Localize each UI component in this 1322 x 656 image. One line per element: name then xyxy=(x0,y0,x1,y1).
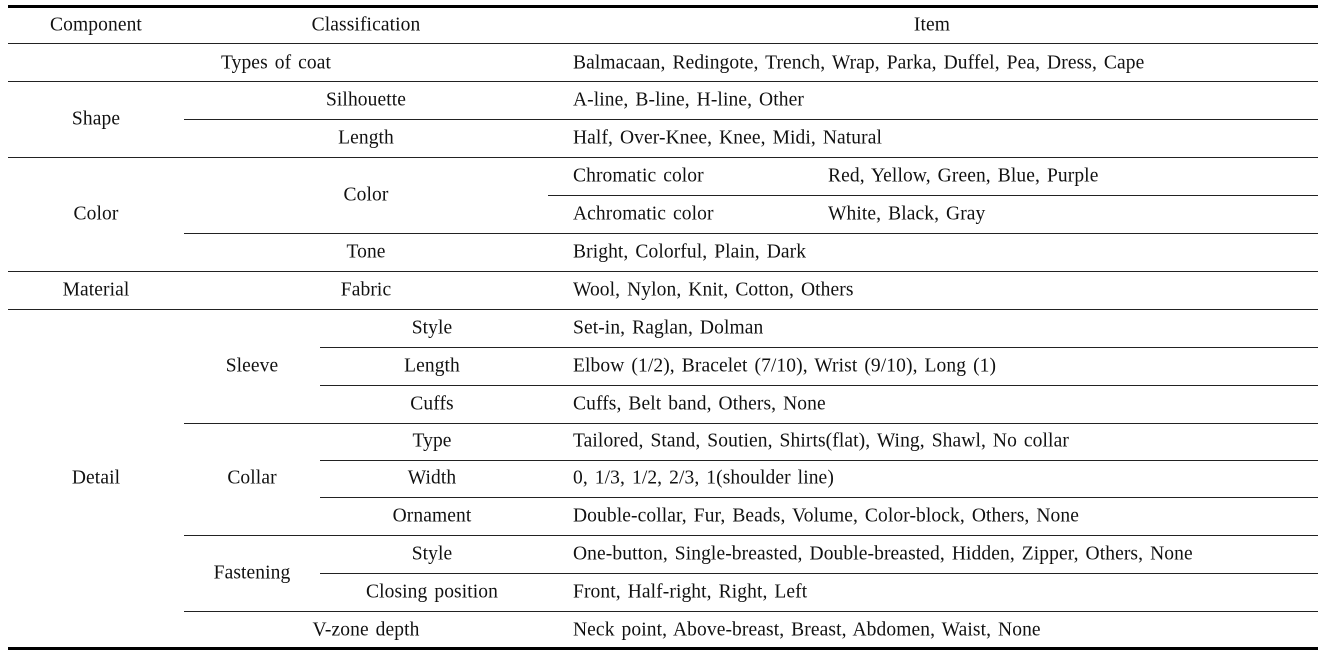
vzone-depth-items: Neck point, Above-breast, Breast, Abdomen, Waist, None xyxy=(573,619,1041,641)
sleeve-cuffs-items: Cuffs, Belt band, Others, None xyxy=(573,393,826,415)
rule-collar-2 xyxy=(320,497,1318,498)
fastening-style-label: Style xyxy=(411,543,453,565)
header-rule xyxy=(8,43,1318,44)
shape-component: Shape xyxy=(71,108,121,130)
rule-after-sleeve xyxy=(184,423,1318,424)
rule-collar-1 xyxy=(320,460,1318,461)
color-component: Color xyxy=(73,203,119,225)
fabric-items: Wool, Nylon, Knit, Cotton, Others xyxy=(573,279,854,301)
shape-length-label: Length xyxy=(338,127,394,149)
table-bottom-rule xyxy=(8,647,1318,650)
sleeve-length-label: Length xyxy=(404,355,460,377)
sleeve-length-items: Elbow (1/2), Bracelet (7/10), Wrist (9/10), Long (1) xyxy=(573,355,997,377)
rule-sleeve-1 xyxy=(320,347,1318,348)
chromatic-label: Chromatic color xyxy=(573,165,704,187)
types-of-coat-label: Types of coat xyxy=(220,52,332,74)
header-component: Component xyxy=(50,14,142,36)
rule-after-shape xyxy=(8,157,1318,158)
types-of-coat-items: Balmacaan, Redingote, Trench, Wrap, Parka, Duffel, Pea, Dress, Cape xyxy=(573,52,1145,74)
rule-shape-inner xyxy=(184,119,1318,120)
rule-after-collar xyxy=(184,535,1318,536)
collar-width-items: 0, 1/3, 1/2, 2/3, 1(shoulder line) xyxy=(573,467,834,489)
rule-color-inner xyxy=(548,195,1318,196)
vzone-depth-label: V-zone depth xyxy=(312,619,420,641)
silhouette-label: Silhouette xyxy=(325,89,407,111)
collar-label: Collar xyxy=(227,467,277,489)
rule-after-fastening xyxy=(184,611,1318,612)
header-classification: Classification xyxy=(311,14,421,36)
sleeve-cuffs-label: Cuffs xyxy=(410,393,454,415)
collar-width-label: Width xyxy=(407,467,457,489)
header-item: Item xyxy=(913,14,951,36)
rule-sleeve-2 xyxy=(320,385,1318,386)
table-top-rule xyxy=(8,5,1318,8)
achromatic-items: White, Black, Gray xyxy=(828,203,986,225)
fabric-label: Fabric xyxy=(340,279,392,301)
tone-items: Bright, Colorful, Plain, Dark xyxy=(573,241,807,263)
rule-after-color xyxy=(8,271,1318,272)
rule-after-material xyxy=(8,309,1318,310)
achromatic-label: Achromatic color xyxy=(573,203,714,225)
detail-component: Detail xyxy=(71,467,121,489)
sleeve-style-label: Style xyxy=(411,317,453,339)
rule-after-types xyxy=(8,81,1318,82)
rule-fastening-1 xyxy=(320,573,1318,574)
closing-position-items: Front, Half-right, Right, Left xyxy=(573,581,808,603)
sleeve-style-items: Set-in, Raglan, Dolman xyxy=(573,317,764,339)
fastening-style-items: One-button, Single-breasted, Double-breasted, Hidden, Zipper, Others, None xyxy=(573,543,1193,565)
shape-length-items: Half, Over-Knee, Knee, Midi, Natural xyxy=(573,127,883,149)
color-label: Color xyxy=(343,184,389,206)
collar-ornament-label: Ornament xyxy=(392,505,472,527)
closing-position-label: Closing position xyxy=(366,581,498,603)
collar-type-items: Tailored, Stand, Soutien, Shirts(flat), Wing, Shawl, No collar xyxy=(573,430,1069,452)
tone-label: Tone xyxy=(346,241,386,263)
fastening-label: Fastening xyxy=(213,562,291,584)
collar-type-label: Type xyxy=(412,430,452,452)
collar-ornament-items: Double-collar, Fur, Beads, Volume, Color-block, Others, None xyxy=(573,505,1079,527)
silhouette-items: A-line, B-line, H-line, Other xyxy=(573,89,804,111)
chromatic-items: Red, Yellow, Green, Blue, Purple xyxy=(828,165,1099,187)
sleeve-label: Sleeve xyxy=(225,355,279,377)
rule-color-tone xyxy=(184,233,1318,234)
material-component: Material xyxy=(62,279,130,301)
